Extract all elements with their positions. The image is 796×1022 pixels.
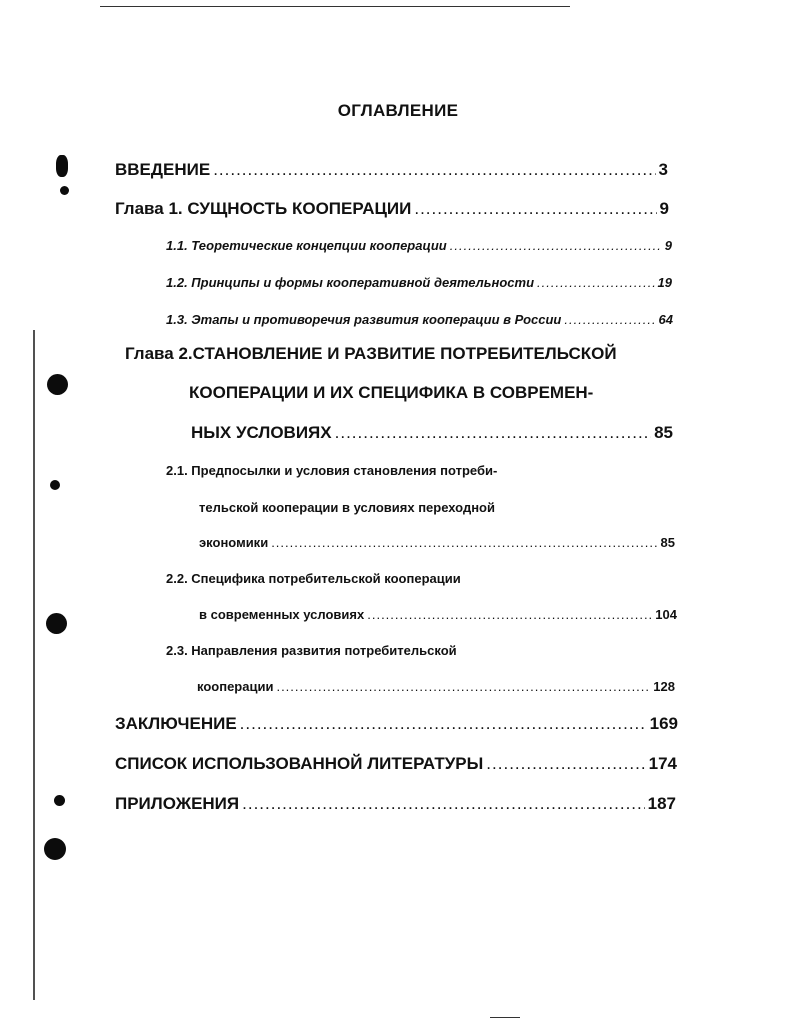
toc-entry-page: 187	[647, 794, 676, 813]
punch-hole-6	[54, 795, 65, 806]
leader-dots	[213, 160, 655, 180]
toc-entry-section-2-1-line-2[interactable]: тельской кооперации в условиях переходной	[199, 500, 495, 515]
toc-entry-label: ЗАКЛЮЧЕНИЕ	[115, 714, 237, 733]
toc-entry-page: 19	[657, 275, 672, 290]
leader-dots	[537, 275, 655, 290]
leader-dots	[450, 238, 662, 253]
toc-entry-section-1-3[interactable]	[166, 312, 673, 327]
toc-entry-bibliography[interactable]	[115, 754, 677, 774]
toc-entry-label: экономики	[199, 535, 269, 550]
punch-hole-4	[50, 480, 60, 490]
toc-entry-page: 3	[658, 160, 668, 179]
toc-entry-page: 174	[648, 754, 677, 773]
toc-entry-label: 1.2. Принципы и формы кооперативной деятельности	[166, 275, 535, 290]
toc-entry-appendices[interactable]	[115, 794, 676, 814]
leader-dots	[564, 312, 655, 327]
toc-entry-chapter-2-line-1[interactable]: Глава 2.СТАНОВЛЕНИЕ И РАЗВИТИЕ ПОТРЕБИТЕЛЬСКОЙ	[125, 344, 617, 363]
toc-entry-chapter-2[interactable]	[191, 423, 673, 443]
toc-entry-label: кооперации	[197, 679, 274, 694]
toc-entry-introduction[interactable]	[115, 160, 668, 180]
toc-entry-label: 1.1. Теоретические концепции кооперации	[166, 238, 447, 253]
toc-entry-page: 64	[658, 312, 673, 327]
leader-dots	[276, 679, 650, 694]
leader-dots	[335, 423, 651, 443]
punch-hole-7	[44, 838, 66, 860]
punch-hole-3	[47, 374, 68, 395]
toc-entry-label: ВВЕДЕНИЕ	[115, 160, 211, 179]
toc-entry-page: 104	[655, 607, 677, 622]
leader-dots	[240, 714, 647, 734]
punch-hole-2	[60, 186, 69, 195]
toc-entry-chapter-1[interactable]	[115, 199, 669, 219]
punch-hole-1	[56, 155, 68, 177]
scan-edge-bottom	[490, 1017, 520, 1018]
toc-entry-conclusion[interactable]	[115, 714, 678, 734]
leader-dots	[367, 607, 652, 622]
leader-dots	[271, 535, 657, 550]
toc-entry-section-2-3[interactable]	[197, 679, 675, 694]
leader-dots	[242, 794, 645, 814]
toc-entry-section-1-2[interactable]	[166, 275, 672, 290]
toc-entry-label: 1.3. Этапы и противоречия развития кооперации в России	[166, 312, 562, 327]
toc-entry-label: ПРИЛОЖЕНИЯ	[115, 794, 240, 813]
toc-entry-chapter-2-line-2[interactable]: КООПЕРАЦИИ И ИХ СПЕЦИФИКА В СОВРЕМЕН-	[189, 383, 594, 402]
toc-entry-label: НЫХ УСЛОВИЯХ	[191, 423, 332, 442]
toc-entry-section-2-1[interactable]	[199, 535, 675, 550]
toc-entry-section-1-1[interactable]	[166, 238, 672, 253]
toc-entry-label: СПИСОК ИСПОЛЬЗОВАННОЙ ЛИТЕРАТУРЫ	[115, 754, 484, 773]
toc-entry-label: Глава 1. СУЩНОСТЬ КООПЕРАЦИИ	[115, 199, 412, 218]
toc-entry-label: в современных условиях	[199, 607, 365, 622]
toc-entry-section-2-2-line-1[interactable]: 2.2. Специфика потребительской кооперации	[166, 571, 461, 586]
toc-entry-page: 169	[649, 714, 678, 733]
punch-hole-5	[46, 613, 67, 634]
toc-title: ОГЛАВЛЕНИЕ	[337, 101, 459, 120]
leader-dots	[414, 199, 656, 219]
leader-dots	[486, 754, 645, 774]
toc-entry-page: 9	[664, 238, 672, 253]
toc-entry-page: 9	[659, 199, 669, 218]
toc-entry-section-2-2[interactable]	[199, 607, 677, 622]
toc-entry-section-2-1-line-1[interactable]: 2.1. Предпосылки и условия становления потреби-	[166, 463, 498, 478]
scan-edge-left	[33, 330, 35, 1000]
scan-edge-top	[100, 6, 570, 7]
toc-entry-section-2-3-line-1[interactable]: 2.3. Направления развития потребительской	[166, 643, 457, 658]
toc-entry-page: 85	[660, 535, 675, 550]
toc-entry-page: 85	[654, 423, 673, 442]
toc-entry-page: 128	[653, 679, 675, 694]
